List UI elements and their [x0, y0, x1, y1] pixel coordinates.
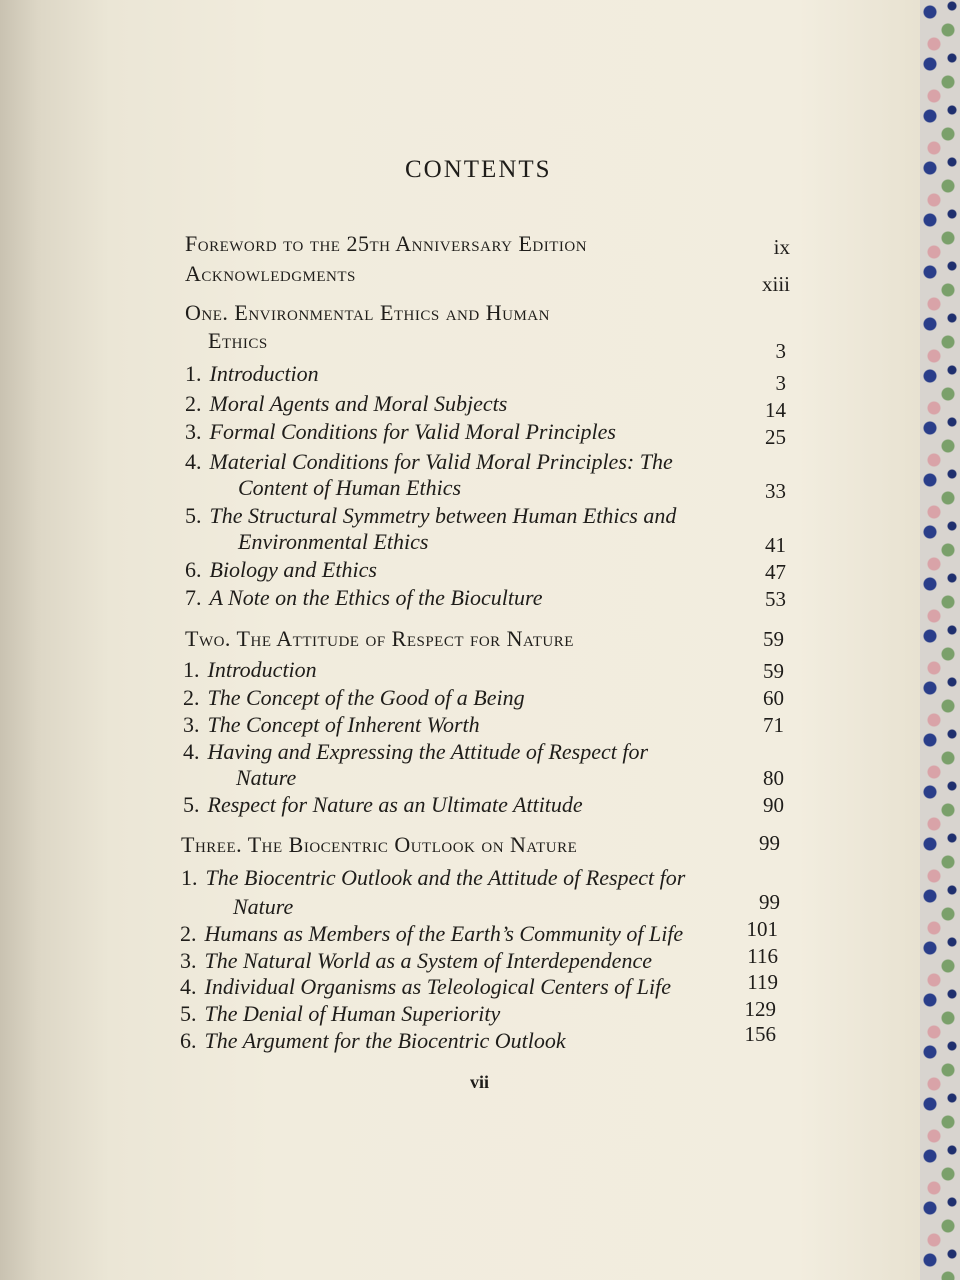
chapter-heading-three	[181, 834, 577, 856]
section-page: 80	[763, 766, 784, 790]
chapter-title: The Biocentric Outlook on Nature	[247, 832, 578, 857]
section-entry: 1. Introduction	[183, 657, 317, 682]
section-page: 156	[744, 1022, 776, 1046]
chapter-one-page: 3	[775, 339, 786, 363]
section-entry: 7. A Note on the Ethics of the Bioculture	[185, 585, 543, 610]
chapter-two-page: 59	[763, 627, 784, 651]
chapter-three-page: 99	[759, 831, 780, 855]
section-page: 116	[747, 944, 778, 968]
section-entry-cont: Nature	[233, 894, 294, 919]
section-page: 71	[763, 713, 784, 737]
page-number: vii	[470, 1072, 490, 1092]
section-entry: 4. Having and Expressing the Attitude of Respect for	[183, 739, 649, 764]
toc-page-acknowledgments: xiii	[761, 272, 790, 296]
section-page: 14	[765, 398, 786, 422]
chapter-heading-one	[185, 302, 550, 324]
section-page: 90	[763, 793, 784, 817]
section-page: 59	[763, 659, 784, 683]
section-page: 3	[775, 371, 786, 395]
chapter-title: Environmental Ethics and Human	[234, 300, 550, 325]
section-page: 33	[765, 479, 786, 503]
section-entry: 5. The Structural Symmetry between Human Ethics and	[185, 503, 677, 528]
section-page: 119	[747, 970, 778, 994]
chapter-number: One.	[185, 300, 229, 325]
section-entry: 1. Introduction	[185, 361, 319, 386]
chapter-heading-two	[185, 628, 574, 650]
chapter-number: Two.	[185, 626, 231, 651]
toc-page-foreword: ix	[773, 235, 790, 259]
section-entry-cont: Nature	[236, 765, 297, 790]
section-entry: 3. The Natural World as a System of Interdependence	[180, 948, 652, 973]
chapter-title: The Attitude of Respect for Nature	[236, 626, 574, 651]
section-page: 99	[759, 890, 780, 914]
section-entry: 6. Biology and Ethics	[185, 557, 377, 582]
section-page: 47	[765, 560, 786, 584]
section-entry: 5. The Denial of Human Superiority	[180, 1001, 501, 1026]
section-entry: 2. Moral Agents and Moral Subjects	[185, 391, 508, 416]
section-page: 101	[746, 917, 778, 941]
section-entry: 3. Formal Conditions for Valid Moral Principles	[185, 419, 616, 444]
section-page: 25	[765, 425, 786, 449]
section-page: 129	[744, 997, 776, 1021]
section-entry: 3. The Concept of Inherent Worth	[183, 712, 480, 737]
section-page: 60	[763, 686, 784, 710]
page-heading: CONTENTS	[405, 156, 552, 183]
section-page: 41	[765, 533, 786, 557]
toc-entry-foreword: Foreword to the 25th Anniversary Edition	[185, 231, 588, 256]
section-entry: 4. Material Conditions for Valid Moral Principles: The	[185, 449, 673, 474]
section-entry: 5. Respect for Nature as an Ultimate Attitude	[183, 792, 583, 817]
section-entry: 2. The Concept of the Good of a Being	[183, 685, 525, 710]
section-entry: 2. Humans as Members of the Earth’s Community of Life	[180, 921, 684, 946]
section-entry: 1. The Biocentric Outlook and the Attitude of Respect for	[181, 865, 686, 890]
chapter-heading-one-cont: Ethics	[208, 328, 268, 353]
section-entry: 4. Individual Organisms as Teleological Centers of Life	[180, 974, 671, 999]
section-entry-cont: Environmental Ethics	[238, 529, 429, 554]
chapter-number: Three.	[181, 832, 243, 857]
section-entry: 6. The Argument for the Biocentric Outlook	[180, 1028, 566, 1053]
section-entry-cont: Content of Human Ethics	[238, 475, 462, 500]
toc-entry-acknowledgments: Acknowledgments	[185, 261, 356, 286]
section-page: 53	[765, 587, 786, 611]
